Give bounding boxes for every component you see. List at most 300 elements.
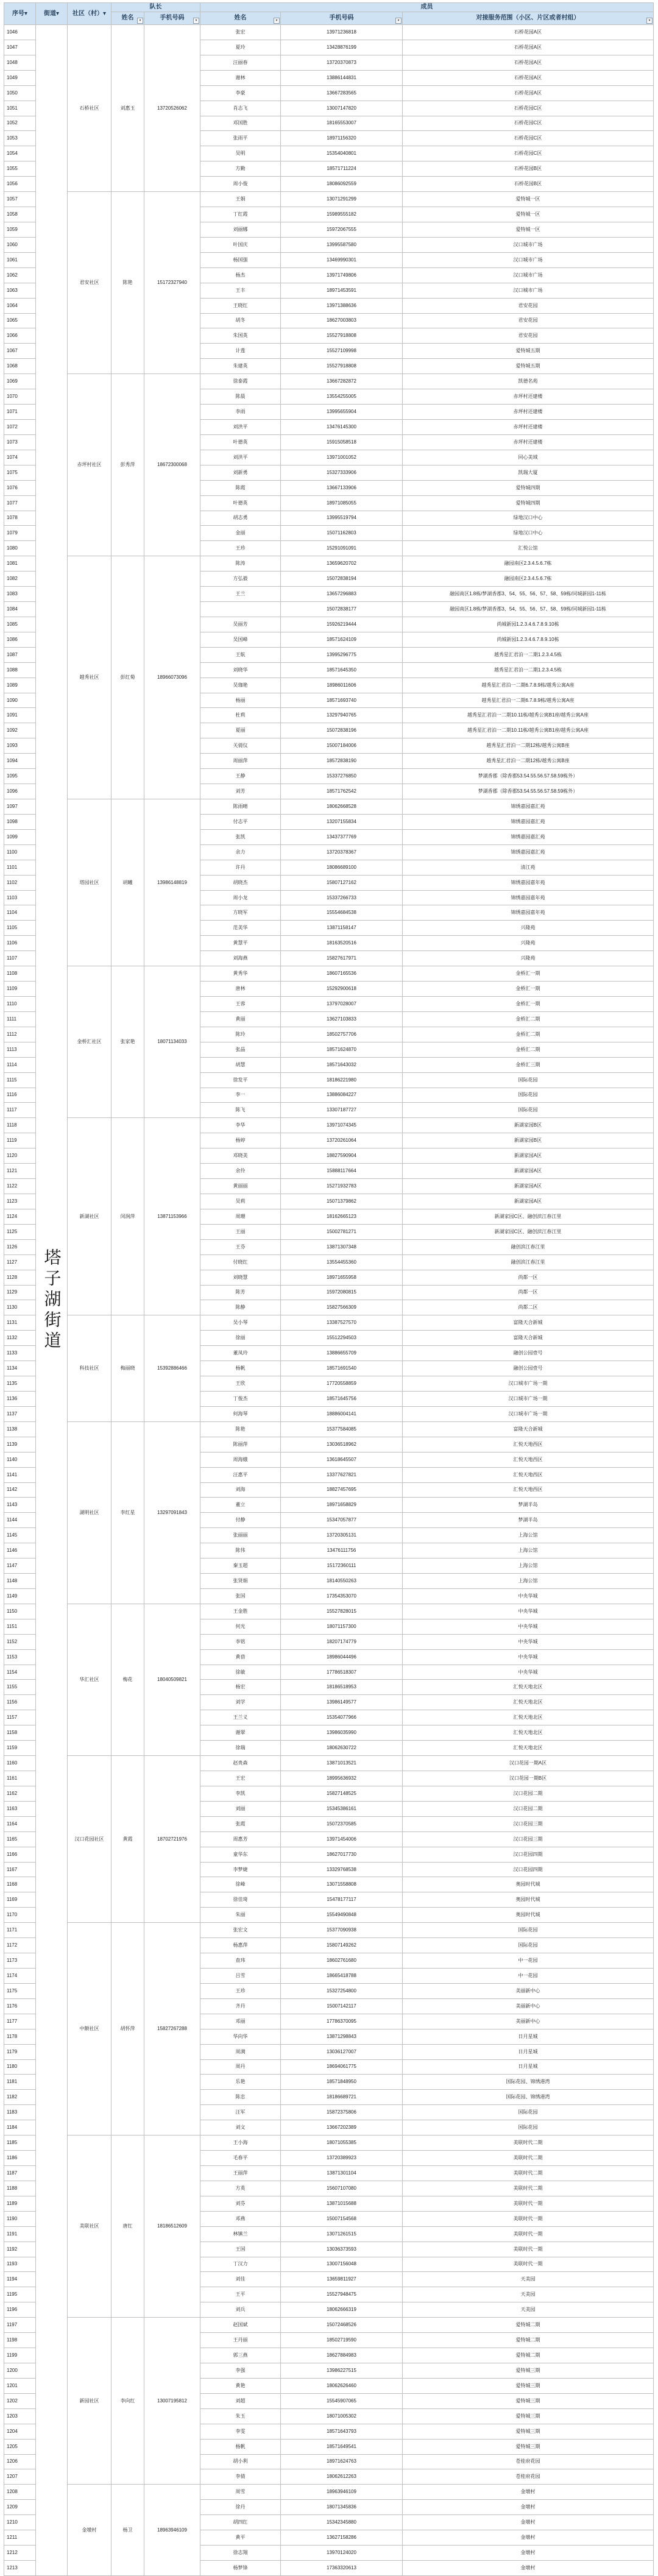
cell-seq[interactable]: 1098 <box>4 814 36 829</box>
cell-member-name[interactable]: 周小俊 <box>200 177 281 192</box>
cell-member-name[interactable]: 吴国峰 <box>200 632 281 647</box>
cell-leader-phone[interactable]: 18966073096 <box>144 556 200 799</box>
cell-scope[interactable]: 汇悦公馆 <box>403 541 654 556</box>
cell-member-phone[interactable]: 17363320613 <box>281 2560 403 2575</box>
cell-member-name[interactable]: 杨梦锋 <box>200 2560 281 2575</box>
cell-scope[interactable]: 中央华城 <box>403 1634 654 1649</box>
cell-scope[interactable]: 锦绣嘉园嘉年苑 <box>403 890 654 905</box>
cell-member-phone[interactable]: 15827566309 <box>281 1300 403 1315</box>
cell-member-name[interactable]: 王丰 <box>200 283 281 298</box>
cell-member-phone[interactable]: 15172360111 <box>281 1559 403 1574</box>
cell-seq[interactable]: 1099 <box>4 829 36 844</box>
cell-member-phone[interactable]: 18627017730 <box>281 1847 403 1862</box>
cell-member-name[interactable]: 吴莉 <box>200 1194 281 1209</box>
cell-member-name[interactable]: 李强 <box>200 2363 281 2378</box>
cell-leader-name[interactable]: 杨卫 <box>111 2485 144 2576</box>
cell-member-name[interactable]: 朱建英 <box>200 359 281 374</box>
cell-seq[interactable]: 1163 <box>4 1801 36 1816</box>
cell-member-name[interactable]: 李铭 <box>200 1634 281 1649</box>
cell-member-phone[interactable]: 15527948475 <box>281 2287 403 2302</box>
cell-member-name[interactable]: 杨帆 <box>200 2439 281 2454</box>
cell-member-name[interactable]: 周珊 <box>200 1209 281 1224</box>
cell-member-name[interactable]: 毛春平 <box>200 2151 281 2166</box>
cell-member-phone[interactable]: 15872375806 <box>281 2105 403 2120</box>
cell-member-phone[interactable]: 13036127007 <box>281 2044 403 2059</box>
cell-member-name[interactable]: 郭三燕 <box>200 2348 281 2363</box>
filter-icon[interactable]: ▾ <box>24 10 28 17</box>
cell-seq[interactable]: 1081 <box>4 556 36 571</box>
cell-scope[interactable]: 金墩村 <box>403 2485 654 2500</box>
cell-seq[interactable]: 1183 <box>4 2105 36 2120</box>
cell-seq[interactable]: 1210 <box>4 2515 36 2530</box>
cell-scope[interactable]: 君安花园 <box>403 328 654 344</box>
cell-member-name[interactable]: 周海娥 <box>200 1452 281 1467</box>
cell-seq[interactable]: 1158 <box>4 1725 36 1741</box>
cell-scope[interactable]: 越秀星汇君泊一二期1.2.3.4.5栋 <box>403 647 654 662</box>
header-leader-phone[interactable]: 手机号码 ▾ <box>144 12 200 25</box>
header-street[interactable]: 街道▾ <box>36 3 68 25</box>
cell-member-name[interactable]: 胡小利 <box>200 2454 281 2469</box>
cell-member-name[interactable]: 刘芬 <box>200 2196 281 2211</box>
cell-member-name[interactable]: 叶德英 <box>200 434 281 450</box>
cell-member-phone[interactable]: 18071055385 <box>281 2135 403 2151</box>
cell-member-name[interactable]: 邓晓美 <box>200 1148 281 1164</box>
cell-seq[interactable]: 1050 <box>4 85 36 101</box>
cell-seq[interactable]: 1063 <box>4 283 36 298</box>
table-row[interactable] <box>4 2318 654 2333</box>
cell-member-phone[interactable]: 13971236818 <box>281 25 403 40</box>
cell-member-phone[interactable]: 13428876199 <box>281 40 403 55</box>
cell-member-phone[interactable]: 15072838196 <box>281 723 403 738</box>
cell-member-name[interactable]: 谢林 <box>200 70 281 85</box>
cell-scope[interactable]: 中央华城 <box>403 1665 654 1680</box>
cell-member-phone[interactable]: 18502719590 <box>281 2333 403 2348</box>
cell-member-name[interactable]: 何光 <box>200 1619 281 1634</box>
cell-scope[interactable]: 奥园时代城 <box>403 1892 654 1908</box>
cell-seq[interactable]: 1077 <box>4 495 36 511</box>
cell-member-name[interactable]: 陈飞 <box>200 1103 281 1118</box>
cell-scope[interactable]: 融园南区1.8栋/梦湖香郡3、54、55、56、57、58、59栋/同城新园1-11栋 <box>403 602 654 617</box>
cell-scope[interactable]: 金墩村 <box>403 2515 654 2530</box>
cell-scope[interactable]: 赤坪村还建楼 <box>403 419 654 434</box>
cell-scope[interactable]: 汉口城市广场 <box>403 252 654 267</box>
cell-scope[interactable]: 融创滨江春江里 <box>403 1254 654 1270</box>
cell-scope[interactable]: 新湖家园A区 <box>403 1194 654 1209</box>
cell-seq[interactable]: 1129 <box>4 1285 36 1300</box>
cell-scope[interactable]: 梦湖半岛 <box>403 1513 654 1528</box>
cell-scope[interactable]: 越秀星汇君泊一二期10.11栋/越秀公寓B1座/越秀公寓A座 <box>403 708 654 723</box>
cell-leader-phone[interactable]: 13297091843 <box>144 1421 200 1604</box>
cell-scope[interactable]: 美联时代一期 <box>403 2257 654 2272</box>
cell-seq[interactable]: 1124 <box>4 1209 36 1224</box>
cell-scope[interactable]: 金桥汇三期 <box>403 1057 654 1072</box>
cell-seq[interactable]: 1179 <box>4 2044 36 2059</box>
cell-leader-name[interactable]: 彭红菊 <box>111 556 144 799</box>
cell-scope[interactable]: 金桥汇一期 <box>403 966 654 982</box>
cell-seq[interactable]: 1191 <box>4 2226 36 2242</box>
cell-leader-phone[interactable]: 18702721976 <box>144 1756 200 1923</box>
cell-member-name[interactable]: 胡冬 <box>200 313 281 328</box>
cell-community[interactable]: 新园社区 <box>68 2318 111 2485</box>
cell-seq[interactable]: 1164 <box>4 1816 36 1831</box>
cell-member-phone[interactable]: 18971658829 <box>281 1498 403 1513</box>
cell-community[interactable]: 汉口花园社区 <box>68 1756 111 1923</box>
cell-member-name[interactable]: 王金胜 <box>200 1604 281 1619</box>
cell-member-name[interactable]: 张贤娟 <box>200 1574 281 1589</box>
cell-member-name[interactable]: 董凤玲 <box>200 1346 281 1361</box>
cell-member-phone[interactable]: 15512294503 <box>281 1331 403 1346</box>
cell-seq[interactable]: 1106 <box>4 936 36 951</box>
cell-scope[interactable]: 石桥花园A区 <box>403 40 654 55</box>
cell-scope[interactable]: 越秀星汇君泊一二期6.7.8.9栋/越秀公寓A座 <box>403 693 654 708</box>
cell-member-phone[interactable]: 18086092559 <box>281 177 403 192</box>
cell-scope[interactable]: 新湖家园A区 <box>403 1164 654 1179</box>
table-row[interactable] <box>4 556 654 571</box>
cell-member-phone[interactable]: 18571645350 <box>281 662 403 678</box>
cell-member-phone[interactable]: 15827148525 <box>281 1786 403 1801</box>
cell-member-name[interactable]: 陈雨晴 <box>200 799 281 815</box>
cell-scope[interactable]: 尚都二区 <box>403 1300 654 1315</box>
cell-member-name[interactable]: 吴小琴 <box>200 1315 281 1331</box>
cell-seq[interactable]: 1186 <box>4 2151 36 2166</box>
cell-member-phone[interactable]: 13971454006 <box>281 1831 403 1847</box>
cell-member-name[interactable]: 王珍 <box>200 1983 281 1998</box>
cell-seq[interactable]: 1105 <box>4 921 36 936</box>
cell-member-phone[interactable]: 13871301104 <box>281 2165 403 2181</box>
cell-scope[interactable]: 爱特城三期 <box>403 2424 654 2439</box>
cell-seq[interactable]: 1072 <box>4 419 36 434</box>
cell-scope[interactable]: 爱特城二期 <box>403 2318 654 2333</box>
cell-member-name[interactable]: 张宏 <box>200 25 281 40</box>
cell-member-name[interactable]: 张丽丽 <box>200 1528 281 1543</box>
cell-scope[interactable]: 金桥汇一期 <box>403 982 654 997</box>
cell-community[interactable]: 科技社区 <box>68 1315 111 1421</box>
cell-seq[interactable]: 1207 <box>4 2469 36 2485</box>
filter-icon[interactable]: ▾ <box>395 18 402 24</box>
cell-member-phone[interactable]: 18186221980 <box>281 1072 403 1088</box>
cell-seq[interactable]: 1086 <box>4 632 36 647</box>
cell-seq[interactable]: 1111 <box>4 1011 36 1027</box>
cell-seq[interactable]: 1067 <box>4 344 36 359</box>
cell-member-phone[interactable]: 13971388636 <box>281 298 403 313</box>
cell-member-name[interactable]: 刘丽娜 <box>200 222 281 237</box>
cell-member-phone[interactable]: 18571649541 <box>281 2439 403 2454</box>
cell-seq[interactable]: 1070 <box>4 389 36 405</box>
cell-member-phone[interactable]: 17720558859 <box>281 1376 403 1392</box>
cell-seq[interactable]: 1066 <box>4 328 36 344</box>
cell-seq[interactable]: 1096 <box>4 784 36 799</box>
cell-member-name[interactable]: 唐林 <box>200 982 281 997</box>
cell-scope[interactable]: 美联时代一期 <box>403 2211 654 2226</box>
cell-member-name[interactable]: 杨帆 <box>200 1361 281 1376</box>
cell-member-phone[interactable]: 13970124020 <box>281 2546 403 2561</box>
cell-member-name[interactable]: 徐峰 <box>200 1877 281 1892</box>
cell-scope[interactable]: 中央华城 <box>403 1604 654 1619</box>
header-leader-name[interactable]: 姓名 ▾ <box>111 12 144 25</box>
cell-member-phone[interactable]: 18827457695 <box>281 1482 403 1498</box>
cell-member-phone[interactable]: 13720370873 <box>281 55 403 70</box>
cell-seq[interactable]: 1097 <box>4 799 36 815</box>
cell-scope[interactable]: 赤坪村还建楼 <box>403 389 654 405</box>
cell-scope[interactable]: 爱特城二期 <box>403 2348 654 2363</box>
cell-member-name[interactable]: 赵贵森 <box>200 1756 281 1771</box>
table-row[interactable] <box>4 1923 654 1938</box>
cell-seq[interactable]: 1102 <box>4 875 36 890</box>
cell-member-name[interactable]: 胡志勇 <box>200 511 281 526</box>
cell-member-name[interactable]: 刘丽 <box>200 1801 281 1816</box>
cell-member-phone[interactable]: 18140550263 <box>281 1574 403 1589</box>
cell-member-name[interactable]: 吕雪 <box>200 1969 281 1984</box>
table-row[interactable] <box>4 1421 654 1437</box>
cell-seq[interactable]: 1076 <box>4 480 36 495</box>
cell-scope[interactable]: 爱特城二期 <box>403 2333 654 2348</box>
cell-member-name[interactable]: 张国 <box>200 1588 281 1604</box>
cell-member-phone[interactable]: 13554455360 <box>281 1254 403 1270</box>
cell-member-phone[interactable]: 15345386161 <box>281 1801 403 1816</box>
cell-member-name[interactable]: 杨杰 <box>200 267 281 283</box>
cell-scope[interactable]: 国际花园 <box>403 1088 654 1103</box>
cell-member-name[interactable]: 吴丽芳 <box>200 617 281 632</box>
cell-member-phone[interactable]: 18571624870 <box>281 1042 403 1057</box>
cell-scope[interactable]: 石桥花园A区 <box>403 70 654 85</box>
cell-member-name[interactable]: 刘芳 <box>200 784 281 799</box>
cell-member-phone[interactable]: 13387527570 <box>281 1315 403 1331</box>
cell-scope[interactable]: 苍桂府花园 <box>403 2469 654 2485</box>
cell-member-phone[interactable]: 13720389923 <box>281 2151 403 2166</box>
cell-member-name[interactable]: 余伶 <box>200 1164 281 1179</box>
cell-scope[interactable]: 奥园时代城 <box>403 1877 654 1892</box>
cell-member-name[interactable]: 查玮 <box>200 1953 281 1969</box>
cell-member-phone[interactable]: 15989555182 <box>281 207 403 222</box>
cell-scope[interactable]: 国际花园 <box>403 1938 654 1953</box>
cell-scope[interactable]: 清江苑 <box>403 860 654 875</box>
cell-seq[interactable]: 1196 <box>4 2302 36 2318</box>
cell-member-name[interactable]: 计莲 <box>200 344 281 359</box>
cell-member-name[interactable]: 胡四红 <box>200 2515 281 2530</box>
cell-member-phone[interactable]: 18607165536 <box>281 966 403 982</box>
cell-seq[interactable]: 1084 <box>4 602 36 617</box>
filter-icon[interactable]: ▾ <box>646 18 653 24</box>
cell-seq[interactable]: 1140 <box>4 1452 36 1467</box>
cell-member-name[interactable]: 王丽萍 <box>200 2165 281 2181</box>
cell-member-name[interactable]: 李华 <box>200 1118 281 1133</box>
cell-leader-name[interactable]: 刘惠玉 <box>111 25 144 192</box>
cell-member-phone[interactable]: 15072370585 <box>281 1816 403 1831</box>
cell-scope[interactable]: 梦湖半岛 <box>403 1498 654 1513</box>
cell-member-phone[interactable]: 13007156048 <box>281 2257 403 2272</box>
cell-seq[interactable]: 1117 <box>4 1103 36 1118</box>
cell-scope[interactable]: 新湖家园C区、融创滨江春江里 <box>403 1224 654 1239</box>
cell-member-name[interactable]: 刘洪平 <box>200 450 281 465</box>
cell-member-name[interactable]: 刘超 <box>200 2393 281 2408</box>
cell-scope[interactable]: 汉口花园三期 <box>403 1831 654 1847</box>
cell-member-name[interactable]: 叶德英 <box>200 495 281 511</box>
cell-seq[interactable]: 1110 <box>4 997 36 1012</box>
cell-scope[interactable]: 爱特城一区 <box>403 192 654 207</box>
cell-scope[interactable]: 石桥花园B区 <box>403 177 654 192</box>
cell-member-phone[interactable]: 15342345880 <box>281 2515 403 2530</box>
cell-member-name[interactable]: 杨宏 <box>200 1680 281 1695</box>
cell-member-phone[interactable]: 15327333906 <box>281 465 403 480</box>
cell-scope[interactable]: 绿地汉口中心 <box>403 526 654 541</box>
cell-member-name[interactable]: 刘海 <box>200 1482 281 1498</box>
cell-member-name[interactable]: 张霞 <box>200 1816 281 1831</box>
cell-scope[interactable]: 融园南区1.8栋/梦湖香郡3、54、55、56、57、58、59栋/同城新园1-11栋 <box>403 587 654 602</box>
cell-seq[interactable]: 1180 <box>4 2059 36 2075</box>
cell-scope[interactable]: 美联时代一期 <box>403 2196 654 2211</box>
cell-member-phone[interactable]: 15527918808 <box>281 328 403 344</box>
cell-seq[interactable]: 1144 <box>4 1513 36 1528</box>
cell-seq[interactable]: 1087 <box>4 647 36 662</box>
cell-scope[interactable]: 尚城新园1.2.3.4.6.7.8.9.10栋 <box>403 617 654 632</box>
cell-scope[interactable]: 兴隆苑 <box>403 951 654 966</box>
cell-scope[interactable]: 锦绣嘉园嘉汇苑 <box>403 814 654 829</box>
cell-member-phone[interactable]: 13329768538 <box>281 1862 403 1877</box>
cell-member-phone[interactable]: 18571643793 <box>281 2424 403 2439</box>
cell-seq[interactable]: 1119 <box>4 1133 36 1148</box>
cell-seq[interactable]: 1153 <box>4 1649 36 1665</box>
cell-community[interactable]: 金桥汇社区 <box>68 966 111 1118</box>
cell-scope[interactable]: 国际花园 <box>403 1923 654 1938</box>
cell-seq[interactable]: 1095 <box>4 769 36 784</box>
cell-member-phone[interactable]: 18571848950 <box>281 2075 403 2090</box>
cell-seq[interactable]: 1116 <box>4 1088 36 1103</box>
cell-member-phone[interactable]: 18071005302 <box>281 2408 403 2424</box>
cell-seq[interactable]: 1167 <box>4 1862 36 1877</box>
cell-leader-phone[interactable]: 18071134033 <box>144 966 200 1118</box>
cell-seq[interactable]: 1137 <box>4 1406 36 1421</box>
cell-member-name[interactable]: 徐佳琦 <box>200 1892 281 1908</box>
cell-member-name[interactable]: 杨丽 <box>200 693 281 708</box>
cell-scope[interactable]: 石桥花园C区 <box>403 116 654 131</box>
cell-member-phone[interactable]: 18827590904 <box>281 1148 403 1164</box>
cell-seq[interactable]: 1079 <box>4 526 36 541</box>
cell-seq[interactable]: 1107 <box>4 951 36 966</box>
cell-seq[interactable]: 1071 <box>4 405 36 420</box>
cell-community[interactable]: 湖明社区 <box>68 1421 111 1604</box>
cell-scope[interactable]: 汇悦天地北区 <box>403 1725 654 1741</box>
cell-member-phone[interactable]: 15827617971 <box>281 951 403 966</box>
cell-scope[interactable]: 越秀星汇君泊一二期12栋/越秀公寓B座 <box>403 754 654 769</box>
cell-scope[interactable]: 锦绣嘉园嘉汇苑 <box>403 829 654 844</box>
cell-seq[interactable]: 1055 <box>4 161 36 177</box>
cell-seq[interactable]: 1114 <box>4 1057 36 1072</box>
cell-member-phone[interactable]: 13207155834 <box>281 814 403 829</box>
cell-seq[interactable]: 1082 <box>4 571 36 587</box>
cell-member-name[interactable]: 吴珈艳 <box>200 678 281 693</box>
cell-member-name[interactable]: 刘晓慧 <box>200 1270 281 1285</box>
cell-member-phone[interactable]: 15377090938 <box>281 1923 403 1938</box>
cell-member-name[interactable]: 张雨平 <box>200 131 281 146</box>
cell-scope[interactable]: 汇悦天地北区 <box>403 1710 654 1725</box>
cell-member-phone[interactable]: 13871158147 <box>281 921 403 936</box>
cell-community[interactable]: 塔园社区 <box>68 799 111 966</box>
cell-member-phone[interactable]: 13071558808 <box>281 1877 403 1892</box>
cell-member-name[interactable]: 胡晓杰 <box>200 875 281 890</box>
cell-scope[interactable]: 凯德名苑 <box>403 374 654 389</box>
cell-scope[interactable]: 新湖家园A区 <box>403 1179 654 1194</box>
cell-member-phone[interactable]: 13886655709 <box>281 1346 403 1361</box>
cell-seq[interactable]: 1093 <box>4 738 36 754</box>
table-row[interactable] <box>4 1118 654 1133</box>
cell-member-phone[interactable]: 13667282872 <box>281 374 403 389</box>
cell-scope[interactable]: 石桥花园B区 <box>403 161 654 177</box>
cell-member-name[interactable]: 王兰义 <box>200 1710 281 1725</box>
cell-member-phone[interactable]: 13971074345 <box>281 1118 403 1133</box>
cell-member-name[interactable]: 汪丽春 <box>200 55 281 70</box>
cell-seq[interactable]: 1060 <box>4 237 36 252</box>
cell-member-name[interactable]: 陈忠 <box>200 2090 281 2105</box>
cell-member-phone[interactable]: 13720378367 <box>281 844 403 860</box>
cell-member-name[interactable]: 方弘毅 <box>200 571 281 587</box>
cell-member-name[interactable]: 邓燕 <box>200 2211 281 2226</box>
cell-member-name[interactable]: 谢翠 <box>200 1725 281 1741</box>
cell-scope[interactable]: 金墩村 <box>403 2530 654 2546</box>
cell-member-name[interactable]: 王娟 <box>200 192 281 207</box>
header-seq[interactable]: 序号▾ <box>4 3 36 25</box>
cell-street[interactable]: 塔子湖街道 <box>36 25 68 2576</box>
cell-leader-phone[interactable]: 15827267288 <box>144 1923 200 2135</box>
cell-scope[interactable]: 富隆天合新城 <box>403 1315 654 1331</box>
cell-member-phone[interactable]: 13886084227 <box>281 1088 403 1103</box>
cell-member-phone[interactable]: 15527828015 <box>281 1604 403 1619</box>
cell-scope[interactable]: 石桥花园C区 <box>403 131 654 146</box>
cell-scope[interactable]: 爱特城三期 <box>403 2393 654 2408</box>
cell-seq[interactable]: 1062 <box>4 267 36 283</box>
cell-leader-name[interactable]: 闵润萍 <box>111 1118 144 1315</box>
filter-icon[interactable]: ▾ <box>102 10 107 17</box>
table-row[interactable] <box>4 374 654 389</box>
cell-member-name[interactable]: 付静 <box>200 1513 281 1528</box>
cell-member-phone[interactable]: 13871307348 <box>281 1239 403 1254</box>
cell-member-name[interactable]: 刘洪平 <box>200 419 281 434</box>
cell-scope[interactable]: 汇悦天地北区 <box>403 1680 654 1695</box>
cell-scope[interactable]: 锦绣嘉园嘉年苑 <box>403 875 654 890</box>
cell-scope[interactable]: 爱特城三期 <box>403 2439 654 2454</box>
cell-scope[interactable]: 汉口城市广场一期 <box>403 1376 654 1392</box>
cell-scope[interactable]: 爱特城四期 <box>403 480 654 495</box>
cell-seq[interactable]: 1085 <box>4 617 36 632</box>
cell-scope[interactable]: 汉口花园一期A区 <box>403 1756 654 1771</box>
cell-member-name[interactable]: 黄慧平 <box>200 936 281 951</box>
cell-scope[interactable]: 石桥花园A区 <box>403 55 654 70</box>
cell-seq[interactable]: 1192 <box>4 2242 36 2257</box>
cell-member-phone[interactable]: 15607107080 <box>281 2181 403 2196</box>
cell-scope[interactable]: 爱特城五期 <box>403 359 654 374</box>
cell-member-name[interactable]: 徐丹 <box>200 2500 281 2515</box>
cell-seq[interactable]: 1150 <box>4 1604 36 1619</box>
cell-member-phone[interactable]: 15377584085 <box>281 1421 403 1437</box>
cell-scope[interactable]: 美联时代二期 <box>403 2181 654 2196</box>
cell-member-name[interactable]: 李雨 <box>200 405 281 420</box>
cell-seq[interactable]: 1181 <box>4 2075 36 2090</box>
cell-seq[interactable]: 1056 <box>4 177 36 192</box>
cell-member-name[interactable]: 张凯 <box>200 829 281 844</box>
cell-member-phone[interactable]: 15291091091 <box>281 541 403 556</box>
cell-member-phone[interactable]: 18186689721 <box>281 2090 403 2105</box>
cell-scope[interactable]: 美联时代一期 <box>403 2242 654 2257</box>
cell-member-phone[interactable]: 15527918808 <box>281 359 403 374</box>
cell-seq[interactable]: 1194 <box>4 2272 36 2287</box>
cell-member-name[interactable]: 陈丽萍 <box>200 1437 281 1452</box>
cell-scope[interactable]: 融创滨江春江里 <box>403 1239 654 1254</box>
cell-scope[interactable]: 爱特城三期 <box>403 2363 654 2378</box>
cell-member-name[interactable]: 刘晓华 <box>200 662 281 678</box>
cell-member-phone[interactable]: 18627884983 <box>281 2348 403 2363</box>
cell-member-name[interactable]: 李倩 <box>200 2469 281 2485</box>
header-member-name[interactable]: 姓名 ▾ <box>200 12 281 25</box>
cell-seq[interactable]: 1128 <box>4 1270 36 1285</box>
